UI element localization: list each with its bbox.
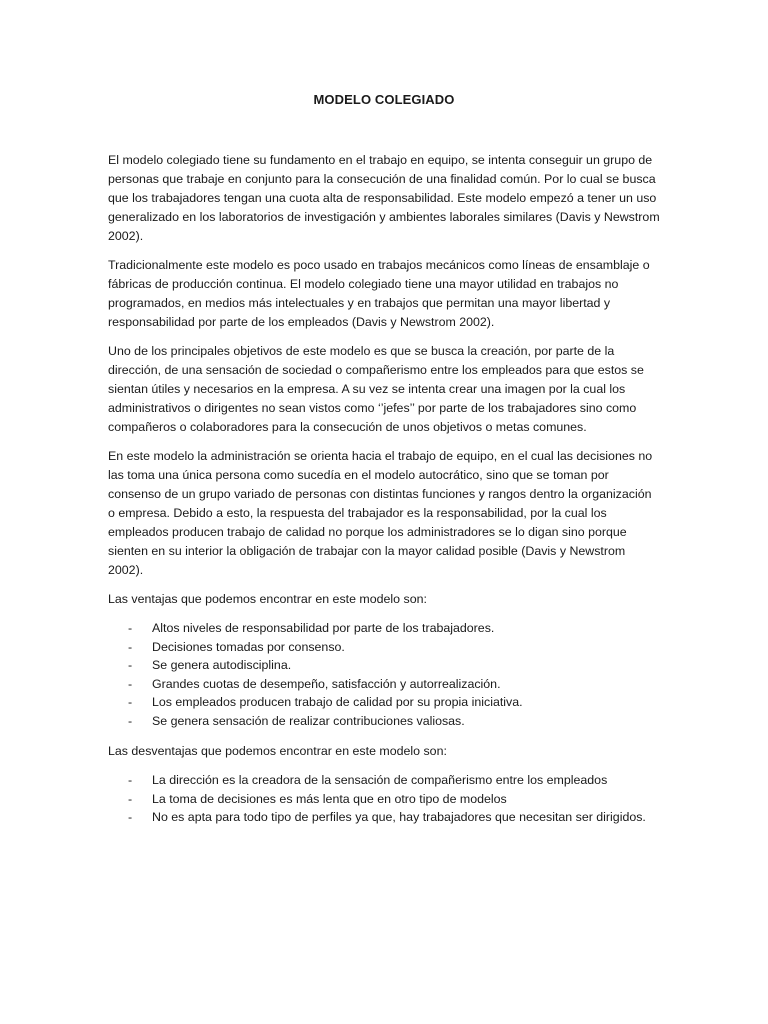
dash-marker: - (128, 639, 133, 654)
list-item-text: Decisiones tomadas por consenso. (152, 639, 345, 654)
list-item-text: Altos niveles de responsabilidad por parte de los trabajadores. (152, 621, 495, 635)
list-item-text: La dirección es la creadora de la sensación de compañerismo entre los empleados (152, 773, 608, 787)
list-item-text: No es apta para todo tipo de perfiles ya que, hay trabajadores que necesitan ser dirigidos. (152, 810, 646, 824)
list-item (108, 771, 660, 790)
paragraph-3: Uno de los principales objetivos de este modelo es que se busca la creación, por parte de la dirección, de una sensación de sociedad o compañerismo entre los empleados para que estos se sientan útiles y necesarios en la empresa. A su vez se intenta crear una imagen por la cual los administrativos o dirigentes no sean vistos como ‘’jefes’’ por parte de los trabajadores sino como compañeros o colaboradores para la consecución de unos objetivos o metas comunes. (108, 344, 644, 434)
list-item (108, 675, 660, 694)
paragraph-4: En este modelo la administración se orienta hacia el trabajo de equipo, en el cual las decisiones no las toma una única persona como sucedía en el modelo autocrático, sino que se toman por consenso de un grupo variado de personas con distintas funciones y rangos dentro la organización o empresa. Debido a esto, la respuesta del trabajador es la responsabilidad, por la cual los empleados producen trabajo de calidad no porque los administradores se lo digan sino porque sienten en su interior la obligación de trabajar con la mayor calidad posible (Davis y Newstrom 2002). (108, 449, 653, 577)
advantages-intro: Las ventajas que podemos encontrar en este modelo son: (108, 592, 427, 606)
dash-marker: - (128, 658, 133, 672)
list-item-text: Se genera sensación de realizar contribuciones valiosas. (152, 713, 465, 728)
list-item (108, 712, 660, 731)
list-item-text: La toma de decisiones es más lenta que en otro tipo de modelos (152, 791, 507, 806)
list-item-text: Se genera autodisciplina. (152, 658, 292, 672)
dash-marker: - (128, 676, 133, 691)
dash-marker: - (128, 810, 133, 824)
paragraph-2: Tradicionalmente este modelo es poco usado en trabajos mecánicos como líneas de ensamblaje o fábricas de producción continua. El modelo colegiado tiene una mayor utilidad en trabajos no programados, en medios más intelectuales y en trabajos que permitan una mayor libertad y responsabilidad por parte de los empleados (Davis y Newstrom 2002). (108, 258, 650, 329)
dash-marker: - (128, 791, 133, 806)
list-item-text: Los empleados producen trabajo de calidad por su propia iniciativa. (152, 695, 523, 709)
list-item (108, 693, 660, 712)
paragraph-1: El modelo colegiado tiene su fundamento en el trabajo en equipo, se intenta conseguir un grupo de personas que trabaje en conjunto para la consecución de una finalidad común. Por lo cual se busca que los trabajadores tengan una cuota alta de responsabilidad. Este modelo empezó a tener un uso generalizado en los laboratorios de investigación y ambientes laborales similares (Davis y Newstrom 2002). (108, 153, 660, 243)
list-item (108, 619, 660, 638)
document-title: MODELO COLEGIADO (313, 92, 455, 107)
document-page (108, 92, 660, 839)
dash-marker: - (128, 773, 133, 787)
dash-marker: - (128, 695, 133, 709)
dash-marker: - (128, 713, 133, 728)
dash-marker: - (128, 621, 133, 635)
disadvantages-list (108, 771, 660, 827)
list-item (108, 656, 660, 675)
advantages-list (108, 619, 660, 730)
list-item-text: Grandes cuotas de desempeño, satisfacción y autorrealización. (152, 676, 501, 691)
disadvantages-intro: Las desventajas que podemos encontrar en este modelo son: (108, 744, 447, 758)
list-item (108, 638, 660, 657)
list-item (108, 808, 660, 827)
list-item (108, 790, 660, 809)
